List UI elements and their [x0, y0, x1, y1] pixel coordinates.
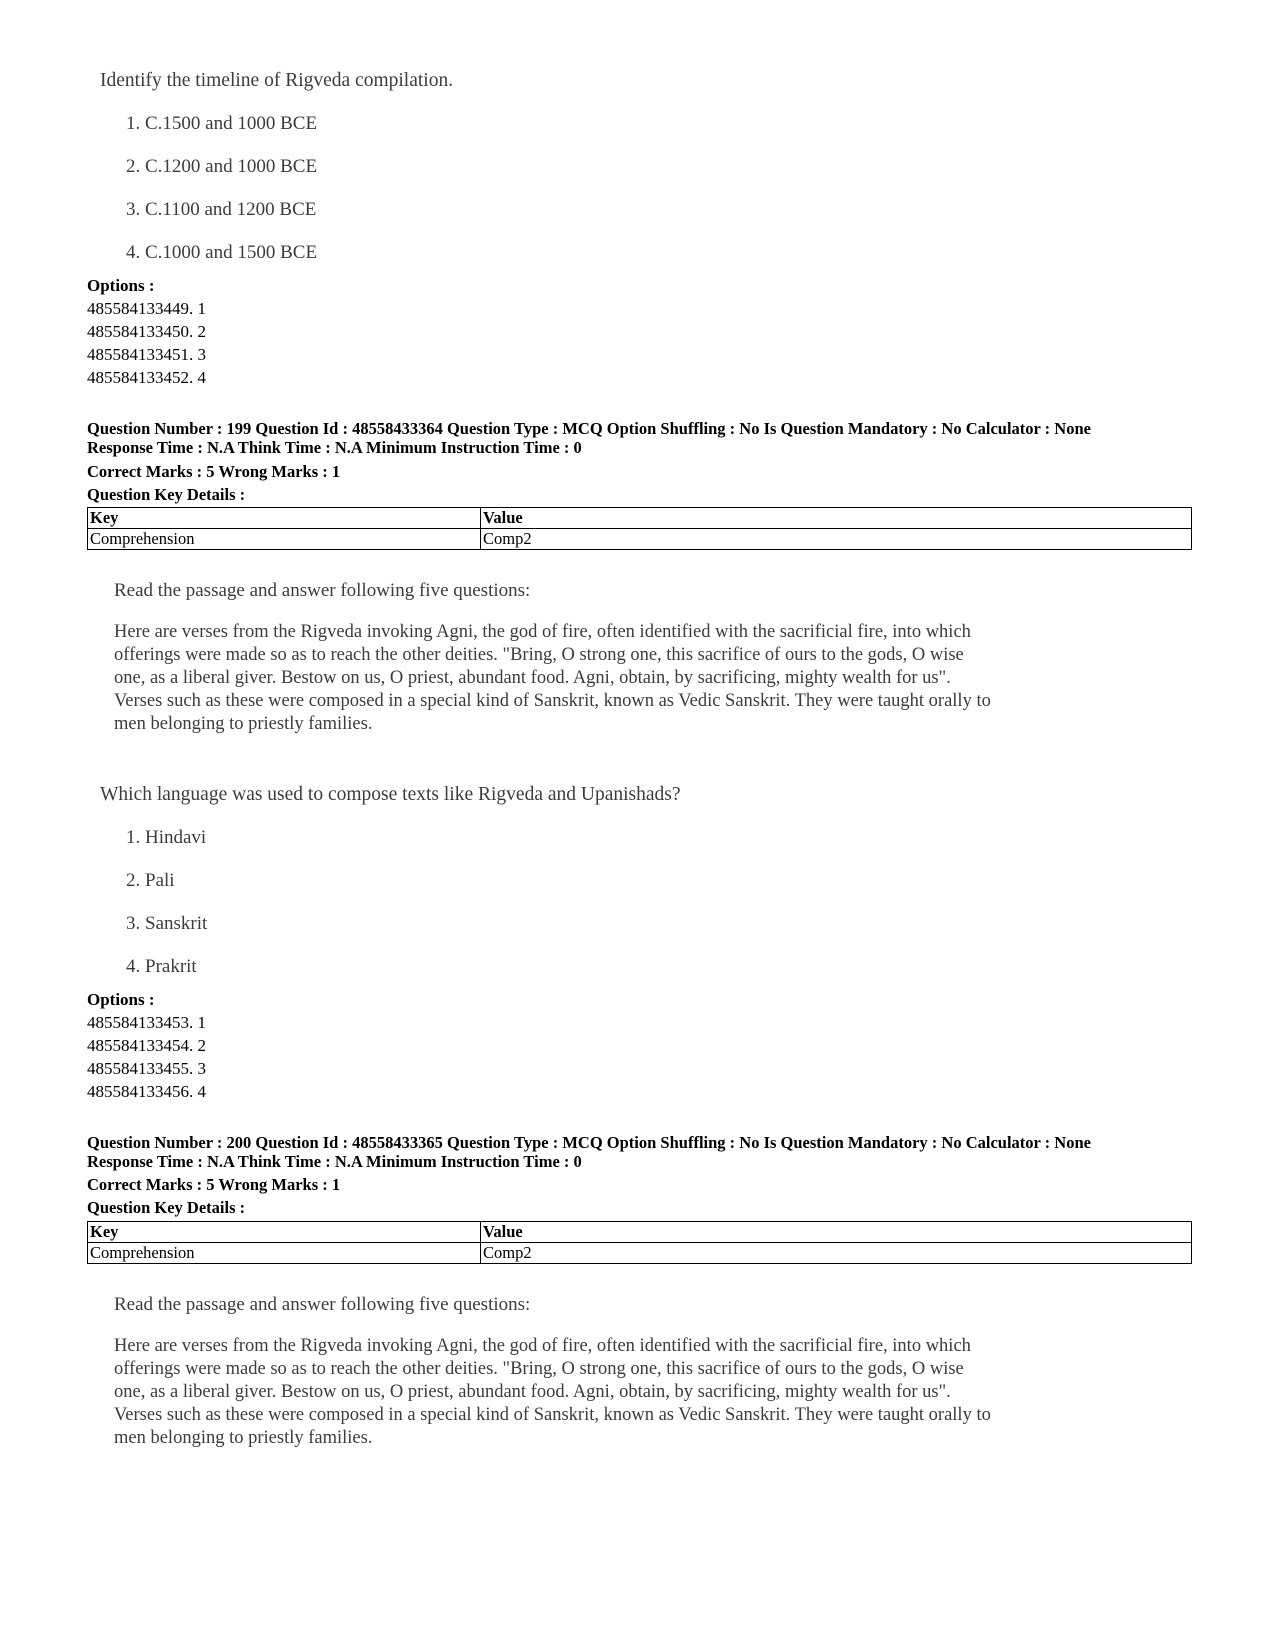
option-id-3: 485584133451. 3: [87, 345, 206, 364]
choice-1: 1. C.1500 and 1000 BCE: [126, 113, 318, 134]
table-cell-key: Comprehension: [88, 1243, 481, 1264]
option-id-3: 485584133455. 3: [87, 1059, 206, 1078]
table-cell-value: Comp2: [481, 529, 1192, 550]
choice-2: 2. C.1200 and 1000 BCE: [126, 156, 318, 177]
passage-body: Here are verses from the Rigveda invoking Agni, the god of fire, often identified with the sacrificial fire, into which offerings were made so as to reach the other deities. "Bring, O strong one, this sacrifice of ours to the gods, O wise one, as a liberal giver. Bestow on us, O priest, abundant food. Agni, obtain, by sacrificing, mighty wealth for us". Verses such as these were composed in a special kind of Sanskrit, known as Vedic Sanskrit. They were taught orally to men belonging to priestly families.: [114, 622, 991, 734]
choice-4: 4. Prakrit: [126, 956, 197, 977]
choice-3: 3. C.1100 and 1200 BCE: [126, 199, 317, 220]
table-header-value: Value: [481, 508, 1192, 529]
question-meta-line-2: Response Time : N.A Think Time : N.A Minimum Instruction Time : 0: [87, 438, 582, 457]
question-text: Which language was used to compose texts like Rigveda and Upanishads?: [100, 784, 681, 805]
option-id-4: 485584133452. 4: [87, 368, 206, 387]
passage-body: Here are verses from the Rigveda invoking Agni, the god of fire, often identified with the sacrificial fire, into which offerings were made so as to reach the other deities. "Bring, O strong one, this sacrifice of ours to the gods, O wise one, as a liberal giver. Bestow on us, O priest, abundant food. Agni, obtain, by sacrificing, mighty wealth for us". Verses such as these were composed in a special kind of Sanskrit, known as Vedic Sanskrit. They were taught orally to men belonging to priestly families.: [114, 1336, 991, 1448]
table-cell-value: Comp2: [481, 1243, 1192, 1264]
passage-title: Read the passage and answer following five questions:: [114, 1294, 531, 1315]
question-meta-line-1: Question Number : 199 Question Id : 48558433364 Question Type : MCQ Option Shuffling : No Is Question Mandatory : No Calculator : None: [87, 419, 1091, 438]
table-header-value: Value: [481, 1222, 1192, 1243]
question-key-details-label: Question Key Details :: [87, 485, 246, 504]
option-id-2: 485584133454. 2: [87, 1036, 206, 1055]
question-key-details-label: Question Key Details :: [87, 1198, 246, 1217]
options-label: Options :: [87, 990, 155, 1009]
question-text: Identify the timeline of Rigveda compilation.: [100, 70, 454, 91]
option-id-4: 485584133456. 4: [87, 1082, 206, 1101]
question-meta-line-1: Question Number : 200 Question Id : 48558433365 Question Type : MCQ Option Shuffling : No Is Question Mandatory : No Calculator : None: [87, 1133, 1091, 1152]
option-id-2: 485584133450. 2: [87, 322, 206, 341]
choice-2: 2. Pali: [126, 870, 175, 891]
choice-1: 1. Hindavi: [126, 827, 207, 848]
question-marks: Correct Marks : 5 Wrong Marks : 1: [87, 462, 341, 481]
options-label: Options :: [87, 276, 155, 295]
table-cell-key: Comprehension: [88, 529, 481, 550]
key-details-table: [87, 507, 1192, 550]
table-header-key: Key: [88, 508, 481, 529]
passage-title: Read the passage and answer following five questions:: [114, 580, 531, 601]
choice-3: 3. Sanskrit: [126, 913, 208, 934]
choice-4: 4. C.1000 and 1500 BCE: [126, 242, 318, 263]
question-meta-line-2: Response Time : N.A Think Time : N.A Minimum Instruction Time : 0: [87, 1152, 582, 1171]
option-id-1: 485584133453. 1: [87, 1013, 206, 1032]
table-header-key: Key: [88, 1222, 481, 1243]
option-id-1: 485584133449. 1: [87, 299, 206, 318]
question-marks: Correct Marks : 5 Wrong Marks : 1: [87, 1175, 341, 1194]
key-details-table: [87, 1221, 1192, 1264]
